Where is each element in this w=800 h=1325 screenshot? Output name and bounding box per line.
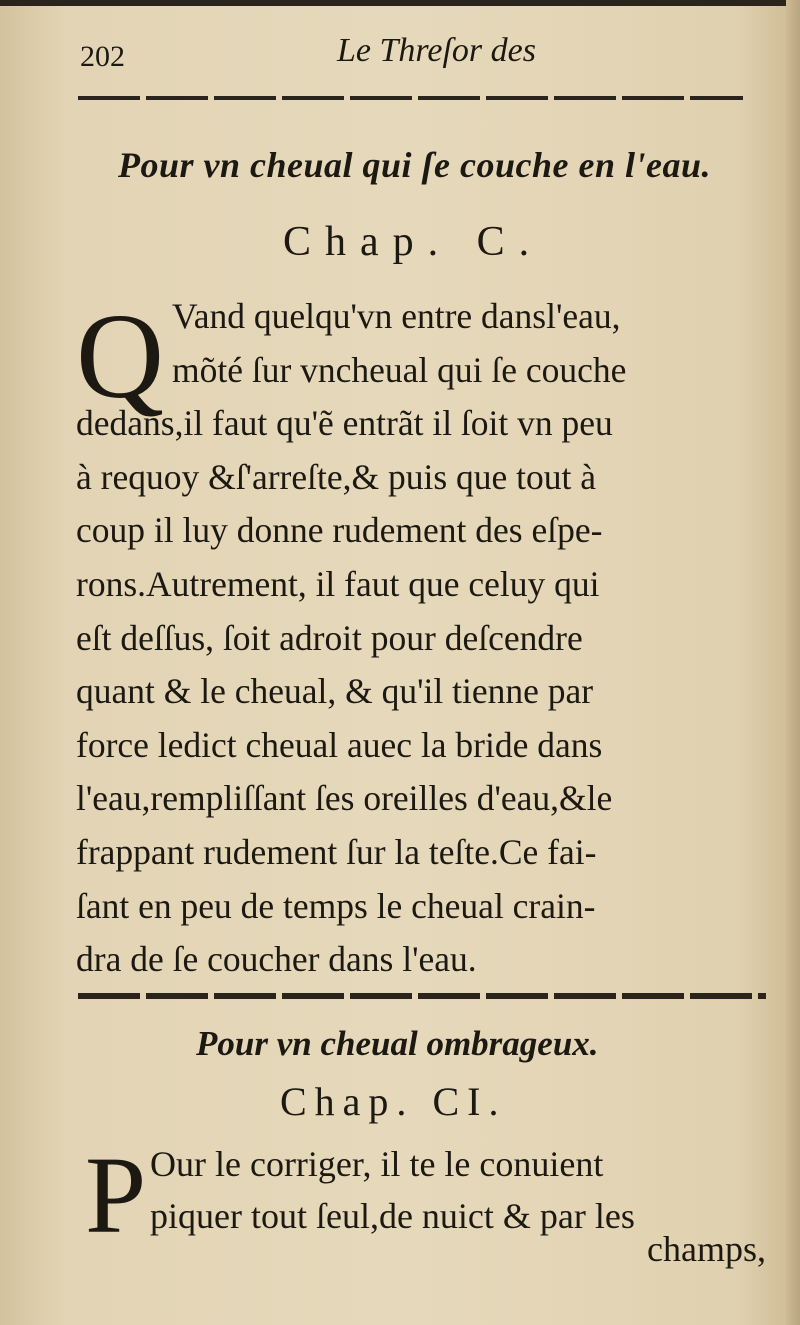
drop-cap-p: P <box>85 1134 147 1256</box>
text-line: piquer tout ſeul,de nuict & par les <box>150 1196 635 1236</box>
chapter-text-2 <box>150 1138 790 1242</box>
text-line: mõté ſur vncheual qui ſe couche <box>172 349 627 390</box>
chapter-text-1 <box>76 290 766 987</box>
drop-cap-q: Q <box>76 289 165 424</box>
section-title-2: Pour vn cheual ombrageux. <box>196 1024 599 1063</box>
chapter-heading-2 <box>280 1078 506 1125</box>
header-rule <box>78 96 743 100</box>
text-line: coup il luy donne rudement des eſpe- <box>76 510 603 551</box>
section-title-1: Pour vn cheual qui ſe couche en l'eau. <box>118 145 711 185</box>
chapter-heading-1 <box>283 218 543 266</box>
page-right-edge <box>786 0 800 1325</box>
text-line: frappant rudement ſur la teſte.Ce fai- <box>76 831 597 872</box>
page-top-edge <box>0 0 800 6</box>
text-line: force ledict cheual auec la bride dans <box>76 724 603 765</box>
text-line: dedans,il faut qu'ẽ entrãt il ſoit vn peu <box>76 403 613 444</box>
text-line: eſt deſſus, ſoit adroit pour deſcendre <box>76 617 583 658</box>
text-line: rons.Autrement, il faut que celuy qui <box>76 563 600 604</box>
chapter-number: CI. <box>432 1079 507 1124</box>
running-head: Le Threſor des <box>337 32 536 69</box>
chapter-word: Chap. <box>283 219 453 265</box>
chapter-number: C. <box>476 219 544 265</box>
text-line: Our le corriger, il te le conuient <box>150 1144 604 1184</box>
section-divider-rule <box>78 993 766 999</box>
page-number: 202 <box>80 40 125 73</box>
catchword: champs, <box>647 1229 766 1269</box>
text-line: à requoy &ſ'arreſte,& puis que tout à <box>76 456 597 497</box>
chapter-word: Chap. <box>280 1079 415 1124</box>
text-line: Vand quelqu'vn entre dansl'eau, <box>172 296 621 336</box>
text-line: ſant en peu de temps le cheual crain- <box>76 885 596 926</box>
page-header <box>75 22 755 82</box>
text-line: quant & le cheual, & qu'il tienne par <box>76 671 594 712</box>
text-line: l'eau,rempliſſant ſes oreilles d'eau,&le <box>76 778 613 819</box>
text-line: dra de ſe coucher dans l'eau. <box>76 939 477 980</box>
